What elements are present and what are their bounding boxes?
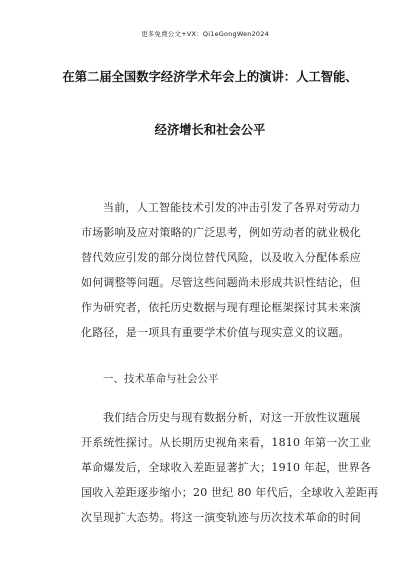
paragraph-2-line: 我们结合历史与现有数据分析，对这一开放性议题展 bbox=[103, 411, 361, 424]
paragraph-2-line: 开系统性探讨。从长期历史视角来看，1810 年第一次工业 bbox=[81, 436, 372, 449]
paragraph-1-line: 如何调整等问题。尽管这些问题尚未形成共识性结论，但 bbox=[81, 276, 361, 289]
paragraph-1-line: 化路径，是一项具有重要学术价值与现实意义的议题。 bbox=[81, 326, 350, 339]
header-note: 更多免费公文+VX：Qi1eGongWen2024 bbox=[141, 30, 269, 38]
paragraph-1-line: 作为研究者，依托历史数据与现有理论框架探讨其未来演 bbox=[81, 301, 361, 314]
document-title-line-2: 经济增长和社会公平 bbox=[154, 123, 266, 137]
section-heading: 一、技术革命与社会公平 bbox=[103, 373, 219, 385]
paragraph-2-line: 国收入差距逐步缩小；20 世纪 80 年代后，全球收入差距再 bbox=[81, 486, 379, 499]
paragraph-2-line: 革命爆发后，全球收入差距显著扩大；1910 年起，世界各 bbox=[81, 461, 372, 474]
paragraph-2-line: 次呈现扩大态势。将这一演变轨迹与历次技术革命的时间 bbox=[81, 511, 361, 524]
document-title-line-1: 在第二届全国数字经济学术年会上的演讲：人工智能、 bbox=[62, 70, 358, 84]
paragraph-1-line: 当前，人工智能技术引发的冲击引发了各界对劳动力 bbox=[103, 201, 361, 214]
paragraph-1-line: 市场影响及应对策略的广泛思考，例如劳动者的就业极化 bbox=[81, 226, 361, 239]
paragraph-1-line: 替代效应引发的部分岗位替代风险，以及收入分配体系应 bbox=[81, 251, 361, 264]
